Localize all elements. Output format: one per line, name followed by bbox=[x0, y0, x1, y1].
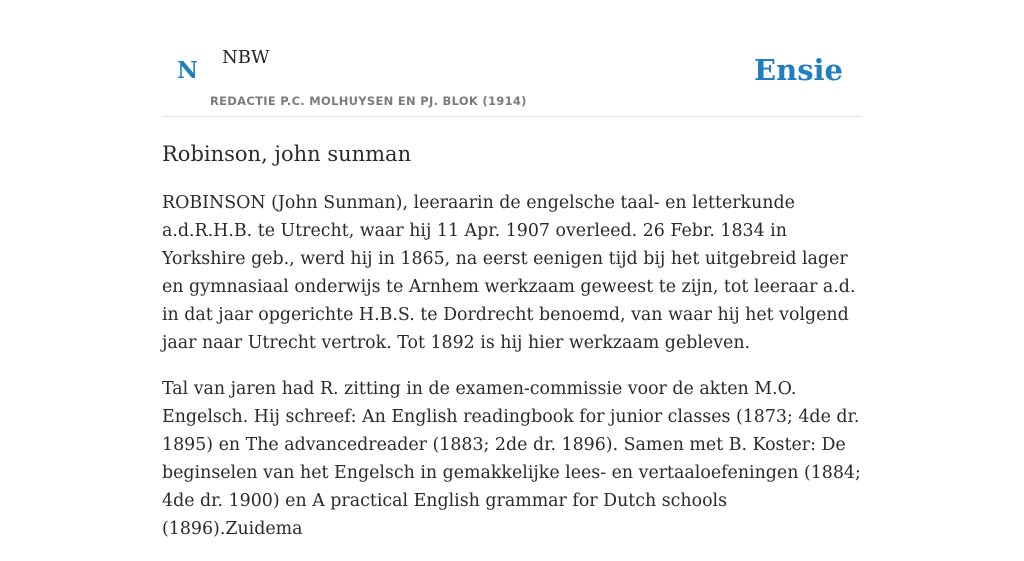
source-subtitle: REDACTIE P.C. MOLHUYSEN EN PJ. BLOK (1914) bbox=[210, 94, 527, 108]
article-paragraph-2: Tal van jaren had R. zitting in de examen-commissie voor de akten M.O. Engelsch. Hij schreef: An English readingbook for junior classes (1873; 4de dr. 1895) en The advancedreader (1883; 2de dr. 1896). Samen met B. Koster: De beginselen van het Engelsch in gemakkelijke lees- en vertaaloefeningen (1884; 4de dr. 1900) en A practical English grammar for Dutch schools (1896).Zuidema bbox=[162, 379, 861, 539]
article bbox=[162, 138, 866, 561]
source-title[interactable]: NBW bbox=[222, 47, 270, 68]
source-header bbox=[162, 0, 862, 117]
brand-logo[interactable]: Ensie bbox=[754, 53, 843, 87]
source-logo-icon[interactable]: N bbox=[177, 57, 199, 84]
article-title: Robinson, john sunman bbox=[162, 142, 412, 166]
article-paragraph-1: ROBINSON (John Sunman), leeraarin de engelsche taal- en letterkunde a.d.R.H.B. te Utrecht, waar hij 11 Apr. 1907 overleed. 26 Febr. 1834 in Yorkshire geb., werd hij in 1865, na eerst eenigen tijd bij het uitgebreid lager en gymnasiaal onderwijs te Arnhem werkzaam geweest te zijn, tot leeraar a.d. in dat jaar opgerichte H.B.S. te Dordrecht benoemd, van waar hij het volgend jaar naar Utrecht vertrok. Tot 1892 is hij hier werkzaam gebleven. bbox=[162, 193, 856, 353]
